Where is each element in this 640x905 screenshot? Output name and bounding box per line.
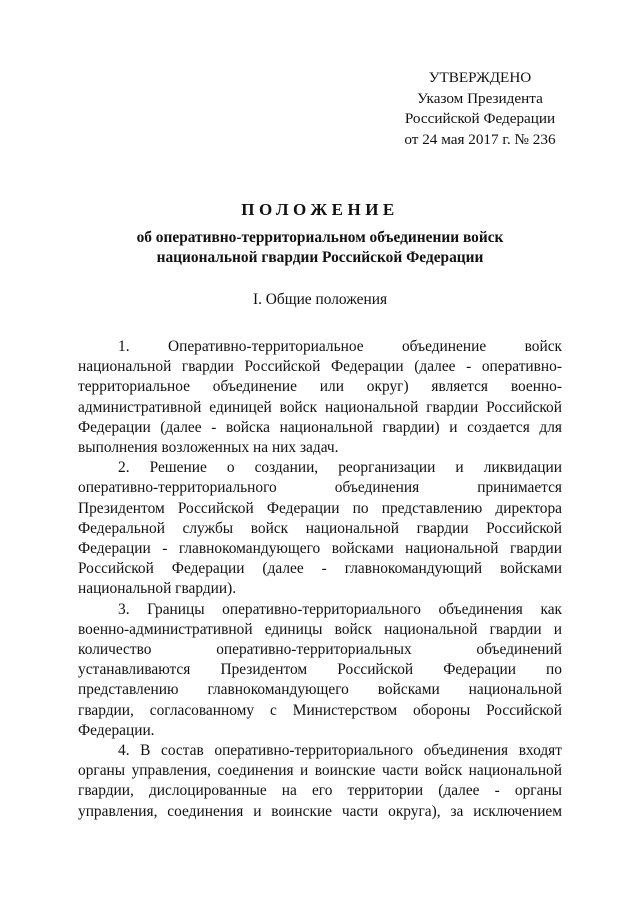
approval-stamp [380, 68, 580, 150]
text-line: Федеральной службы войск национальной гвардии Российской [78, 519, 562, 537]
document-title: ПОЛОЖЕНИЕ [241, 200, 399, 219]
approval-line: Российской Федерации [404, 110, 556, 127]
subtitle-line: национальной гвардии Российской Федерации [156, 249, 484, 266]
paragraph-2 [78, 458, 562, 599]
text-line: количество оперативно-территориальных объединений [78, 641, 562, 659]
document-subtitle [80, 228, 560, 268]
text-line: устанавливаются Президентом Российской Федерации по [78, 661, 562, 679]
text-line: представлению главнокомандующего войсками национальной [78, 681, 562, 699]
text-line: 2. Решение о создании, реорганизации и ликвидации [118, 459, 562, 477]
text-line: Президентом Российской Федерации по представлению директора [78, 499, 562, 517]
paragraph-4 [78, 741, 562, 822]
text-line: национальной гвардии Российской Федерации (далее - оперативно- [78, 358, 562, 376]
text-line: оперативно-территориального объединения принимается [78, 479, 562, 497]
text-line: военно-административной единицы войск национальной гвардии и [78, 620, 562, 638]
paragraph-3 [78, 600, 562, 741]
subtitle-line: об оперативно-территориальном объединении войск [136, 229, 504, 246]
text-line: Федерации. [78, 721, 155, 739]
text-line: национальной гвардии). [78, 580, 237, 598]
approval-line: УТВЕРЖДЕНО [428, 69, 532, 86]
text-line: органы управления, соединения и воинские части войск национальной [78, 762, 562, 780]
text-line: территориальное объединение или округ) является военно- [78, 378, 562, 396]
document-body [78, 337, 562, 822]
paragraph-1 [78, 337, 562, 458]
text-line: управления, соединения и воинские части округа), за исключением [78, 802, 562, 820]
approval-line: от 24 мая 2017 г. № 236 [404, 130, 556, 148]
text-line: 4. В состав оперативно-территориального объединения входят [118, 742, 562, 760]
text-line: выполнения возложенных на них задач. [78, 439, 339, 457]
text-line: 1. Оперативно-территориальное объединение войск [118, 338, 562, 355]
text-line: гвардии, дислоцированные на его территории (далее - органы [78, 782, 562, 800]
text-line: административной единицей войск национальной гвардии Российской [78, 398, 562, 416]
text-line: гвардии, согласованному с Министерством обороны Российской [78, 701, 562, 719]
approval-line: Указом Президента [417, 89, 543, 107]
section-heading: I. Общие положения [252, 291, 388, 308]
text-line: 3. Границы оперативно-территориального объединения как [118, 600, 562, 618]
text-line: Российской Федерации (далее - главнокомандующий войсками [78, 560, 562, 578]
text-line: Федерации - главнокомандующего войсками национальной гвардии [78, 540, 562, 558]
text-line: Федерации (далее - войска национальной гвардии) и создается для [78, 418, 562, 436]
